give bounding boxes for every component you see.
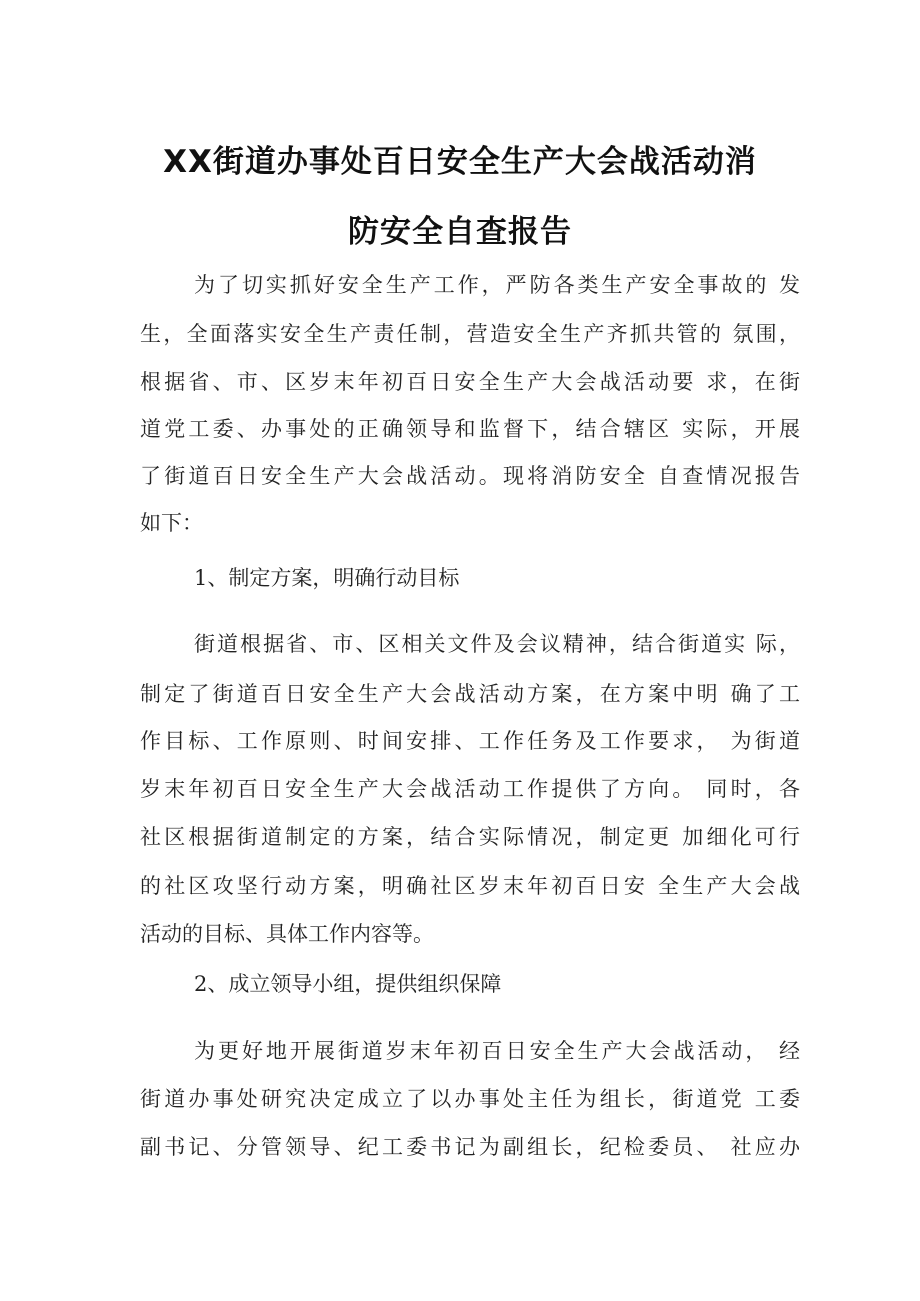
paragraph-1-line-1: 为了切实抓好安全生产工作，严防各类生产安全事故的 发 [194, 273, 800, 297]
paragraph-1-line-4: 道党工委、办事处的正确领导和监督下，结合辖区 实际，开展 [140, 417, 800, 441]
paragraph-3-line-1: 为更好地开展街道岁末年初百日安全生产大会战活动， 经 [194, 1039, 800, 1063]
paragraph-2-line-6: 的社区攻坚行动方案，明确社区岁末年初百日安 全生产大会战 [140, 874, 800, 898]
paragraph-2-line-1: 街道根据省、市、区相关文件及会议精神，结合街道实 际， [194, 632, 800, 656]
paragraph-1-line-5: 了街道百日安全生产大会战活动。现将消防安全 自查情况报告 [140, 464, 800, 488]
section-heading-2: 2、成立领导小组，提供组织保障 [194, 972, 502, 996]
paragraph-2-line-3: 作目标、工作原则、时间安排、工作任务及工作要求， 为街道 [140, 729, 800, 753]
paragraph-3-line-2: 街道办事处研究决定成立了以办事处主任为组长，街道党 工委 [140, 1087, 800, 1111]
paragraph-1-line-2: 生，全面落实安全生产责任制，营造安全生产齐抓共管的 氛围， [140, 322, 800, 346]
paragraph-3-line-3: 副书记、分管领导、纪工委书记为副组长，纪检委员、 社应办 [140, 1135, 800, 1159]
document-title-line-1: XX街道办事处百日安全生产大会战活动消 [163, 144, 757, 180]
paragraph-2-line-2: 制定了街道百日安全生产大会战活动方案，在方案中明 确了工 [140, 682, 800, 706]
paragraph-2-line-4: 岁末年初百日安全生产大会战活动工作提供了方向。 同时，各 [140, 777, 800, 801]
paragraph-2-line-7: 活动的目标、具体工作内容等。 [140, 922, 434, 946]
section-heading-1: 1、制定方案，明确行动目标 [194, 566, 460, 590]
paragraph-1-line-3: 根据省、市、区岁末年初百日安全生产大会战活动要 求，在街 [140, 370, 800, 394]
paragraph-2-line-5: 社区根据街道制定的方案，结合实际情况，制定更 加细化可行 [140, 825, 800, 849]
paragraph-1-line-6: 如下： [140, 511, 203, 535]
document-title-line-2: 防安全自查报告 [348, 214, 572, 250]
